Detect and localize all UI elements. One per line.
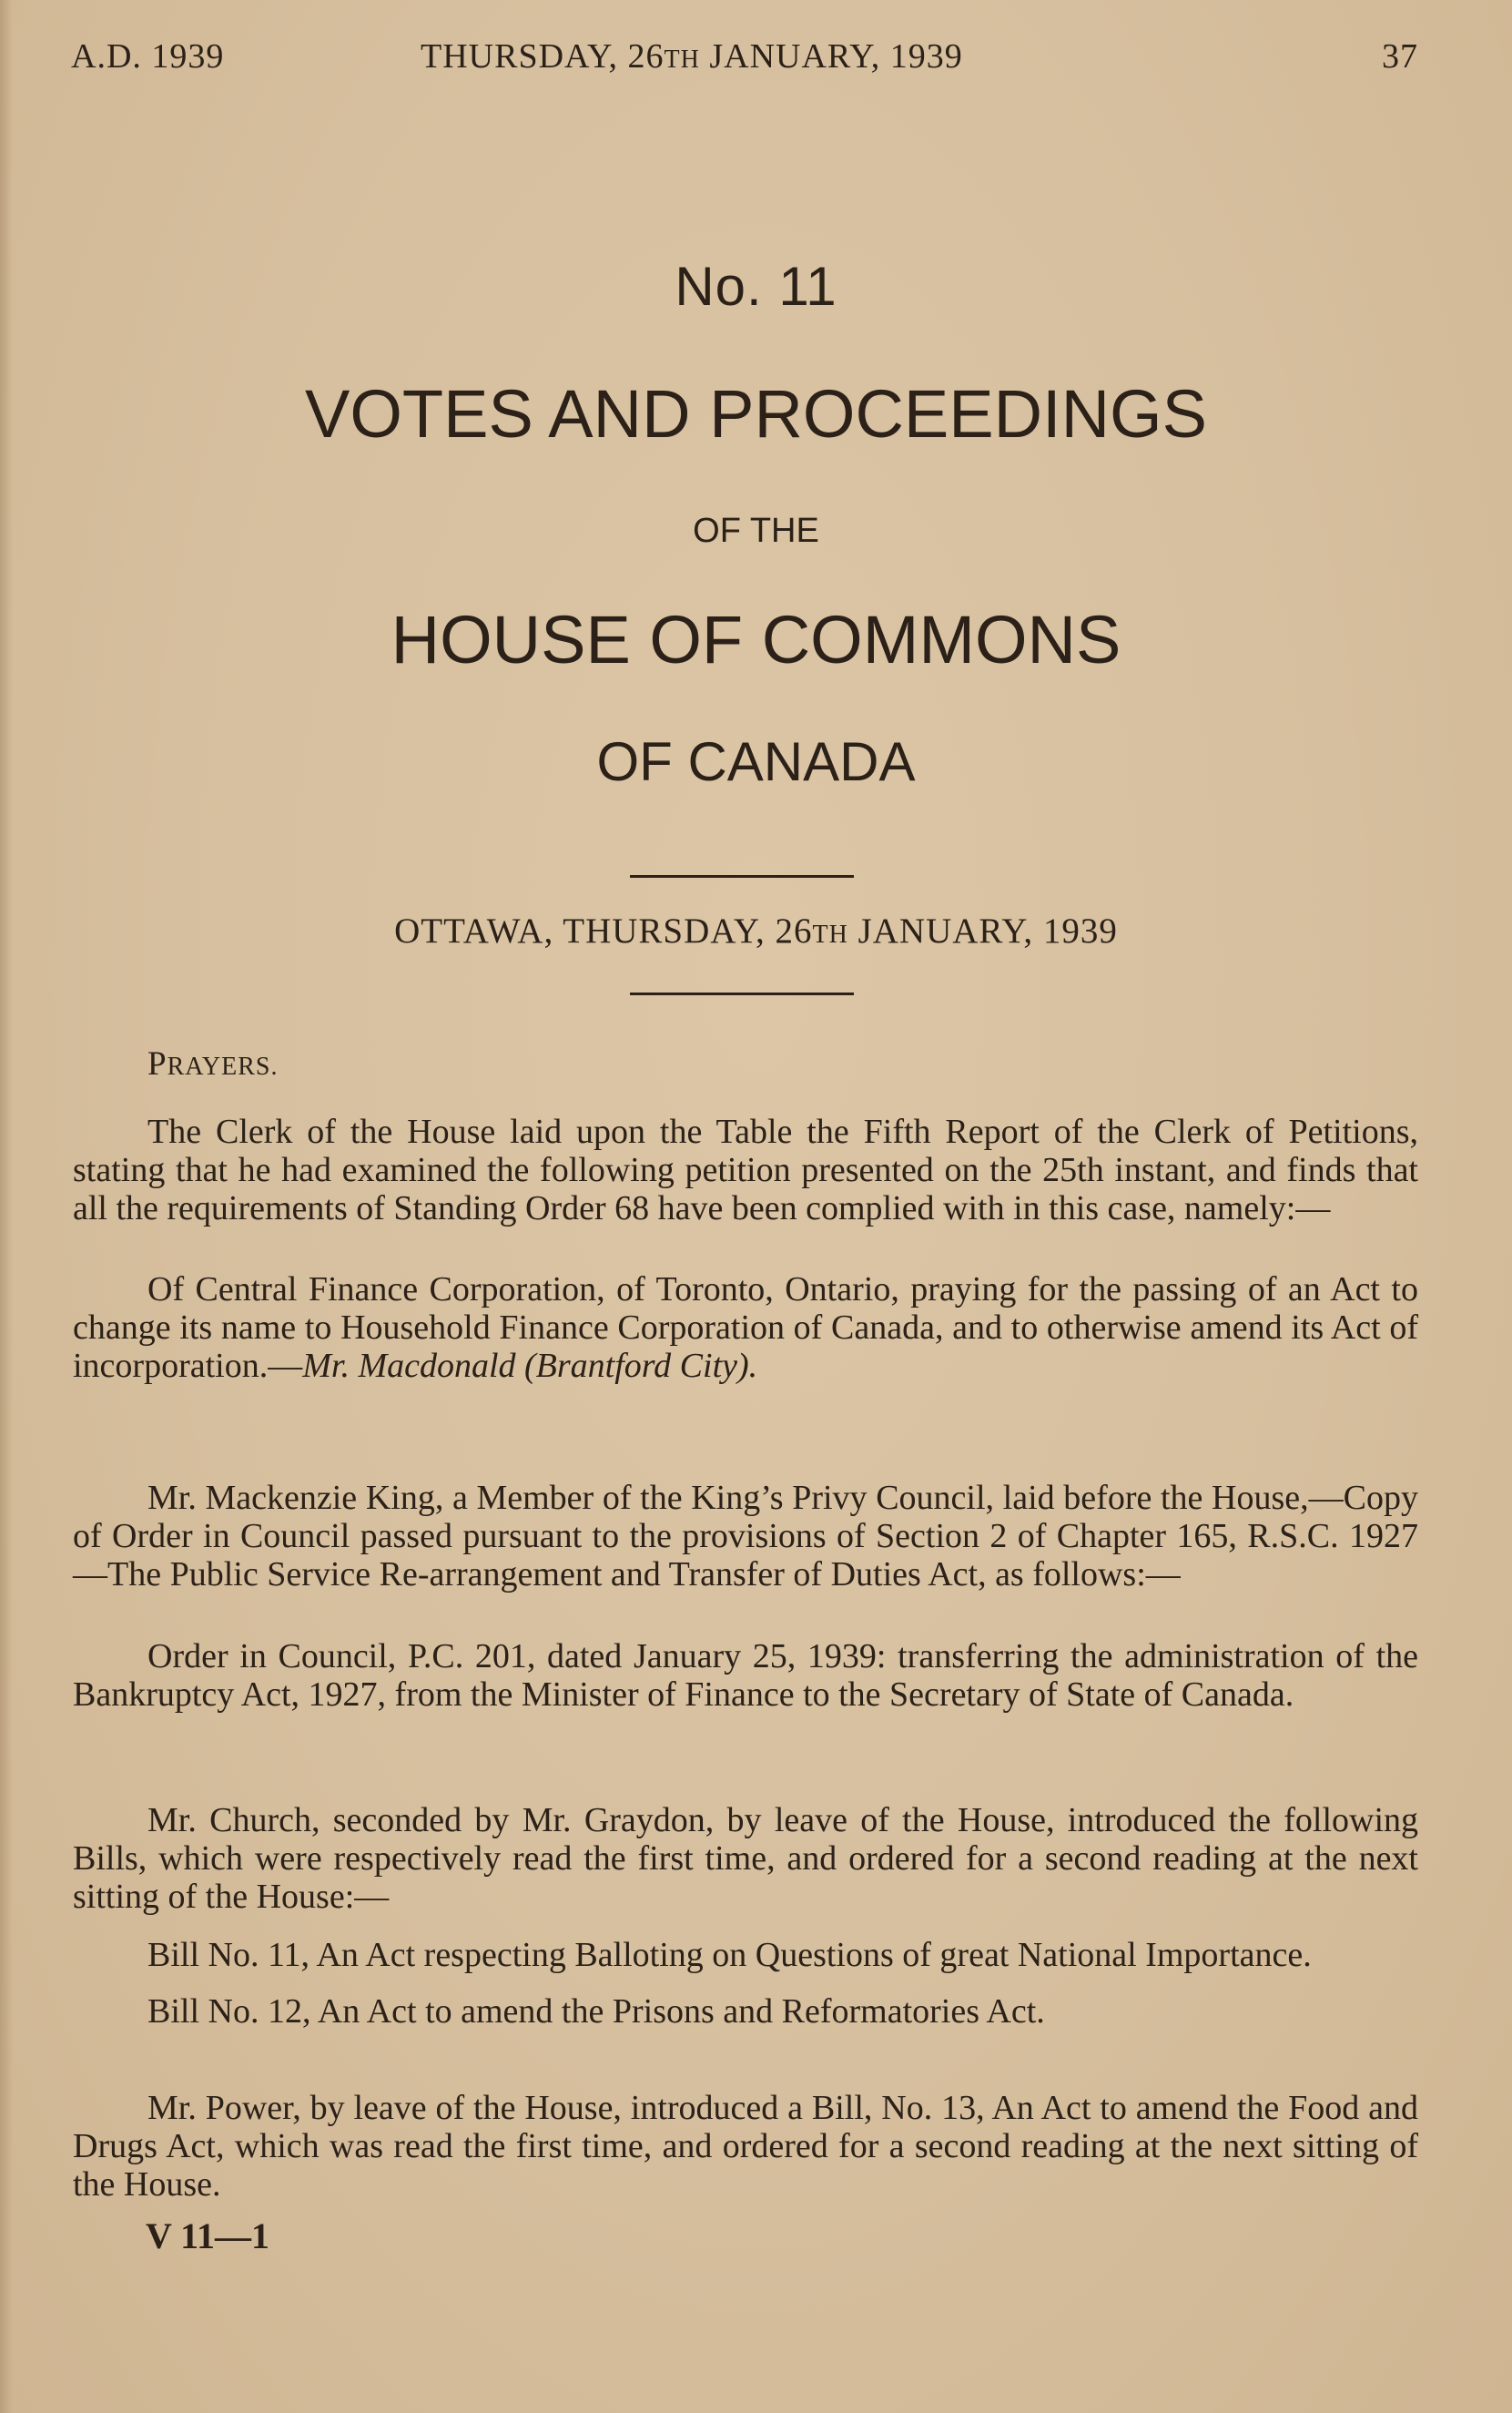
divider-rule-bottom — [630, 993, 854, 995]
title-of-the: OF THE — [693, 512, 819, 550]
paragraph-bill-12: Bill No. 12, An Act to amend the Prisons and Reformatories Act. — [147, 1992, 1045, 2031]
signature-mark: V 11—1 — [146, 2215, 269, 2256]
title-of-canada: OF CANADA — [596, 731, 916, 792]
dateline-rest: JANUARY, 1939 — [847, 911, 1118, 951]
dateline — [0, 911, 1512, 952]
prayers-initial: P — [147, 1045, 167, 1083]
page-edge-shadow — [0, 0, 13, 2413]
petition-text: Of Central Finance Corporation, of Toronto, Ontario, praying for the passing of an Act to change its name to Household Finance Corporation of Canada, and to otherwise amend its Act of incorporation.— — [73, 1270, 1418, 1385]
petition-member: Mr. Macdonald (Brantford City). — [302, 1347, 758, 1385]
paragraph-order-in-council-tabled: Mr. Mackenzie King, a Member of the King’s Privy Council, laid before the House,—Copy of Order in Council passed pursuant to the provisions of Section 2 of Chapter 165, R.S.C. 1927—The Public Service Re-arrangement and Transfer of Duties Act, as follows:— — [73, 1479, 1418, 1593]
issue-number: No. 11 — [675, 256, 837, 317]
header-date-prefix: THURSDAY, 26 — [421, 37, 665, 76]
title-votes-and-proceedings: VOTES AND PROCEEDINGS — [305, 376, 1207, 452]
prayers-heading — [147, 1044, 278, 1084]
running-header — [71, 36, 1418, 82]
paragraph-bills-introduced: Mr. Church, seconded by Mr. Graydon, by leave of the House, introduced the following Bills, which were respectively read the first time, and ordered for a second reading at the next sitting of the House:— — [73, 1801, 1418, 1916]
prayers-rest: RAYERS. — [167, 1053, 279, 1081]
title-house-of-commons: HOUSE OF COMMONS — [391, 602, 1121, 677]
paragraph-bill-13: Mr. Power, by leave of the House, introduced a Bill, No. 13, An Act to amend the Food and Drugs Act, which was read the first time, and ordered for a second reading at the next sitting of the House. — [73, 2089, 1418, 2204]
header-date-rest: JANUARY, 1939 — [699, 37, 963, 76]
header-date — [421, 36, 963, 76]
paragraph-petition — [73, 1270, 1418, 1385]
dateline-prefix: OTTAWA, THURSDAY, 26 — [394, 911, 813, 951]
header-year: A.D. 1939 — [71, 37, 225, 76]
page-number: 37 — [1382, 37, 1418, 76]
divider-rule-top — [630, 875, 854, 878]
header-date-ordinal: TH — [664, 46, 700, 74]
paragraph-bill-11: Bill No. 11, An Act respecting Balloting on Questions of great National Importance. — [147, 1936, 1312, 1974]
paragraph-clerk-report: The Clerk of the House laid upon the Table the Fifth Report of the Clerk of Petitions, stating that he had examined the following petition presented on the 25th instant, and finds that all the requirements of Standing Order 68 have been complied with in this case, namely:— — [73, 1113, 1418, 1227]
dateline-ordinal: TH — [812, 921, 848, 949]
paragraph-order-in-council-text: Order in Council, P.C. 201, dated January 25, 1939: transferring the administration of the Bankruptcy Act, 1927, from the Minister of Finance to the Secretary of State of Canada. — [73, 1637, 1418, 1714]
